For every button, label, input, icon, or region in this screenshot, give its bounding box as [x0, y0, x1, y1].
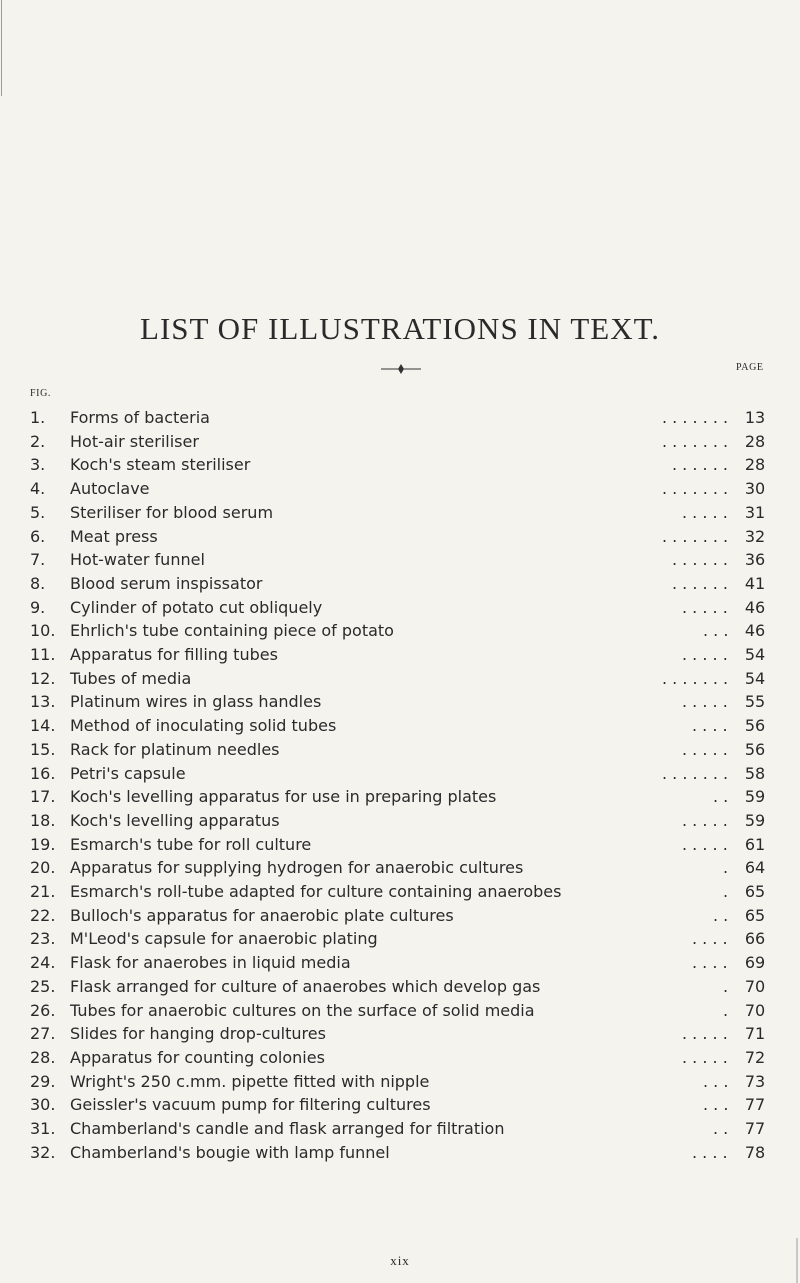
figure-number: 11. — [30, 645, 56, 664]
page-number: 71 — [744, 1024, 766, 1044]
toc-entry — [0, 501, 800, 525]
toc-entry — [0, 999, 800, 1023]
figure-number: 7. — [30, 550, 46, 570]
leader-dots: . . . . . . — [672, 550, 728, 570]
toc-entry — [0, 1022, 800, 1046]
leader-dots: . . . . . . . — [662, 763, 729, 783]
figure-number: 24. — [30, 953, 56, 973]
figure-caption: Chamberland's candle and flask arranged for filtration — [70, 1119, 505, 1138]
toc-entry — [0, 880, 800, 904]
leader-dots: . . — [713, 905, 729, 925]
leader-dots: . . . . — [692, 929, 728, 949]
toc-entry — [0, 738, 800, 762]
page-number: 54 — [744, 645, 766, 664]
figure-number: 9. — [30, 597, 46, 617]
page-column-heading: PAGE — [736, 362, 764, 373]
figure-number: 32. — [30, 1142, 56, 1162]
toc-entry — [0, 856, 800, 880]
page-number: 46 — [744, 621, 766, 641]
leader-dots: . . . . . — [682, 1024, 728, 1044]
toc-entry — [0, 1141, 800, 1165]
toc-entry — [0, 596, 800, 620]
page-number: 28 — [744, 431, 766, 451]
figure-number: 22. — [30, 905, 56, 925]
page-number: 72 — [744, 1047, 766, 1067]
page-number: 55 — [744, 692, 766, 712]
page-number: 56 — [744, 739, 766, 759]
figure-number: 18. — [30, 810, 56, 830]
page-number: 70 — [744, 976, 766, 996]
fig-column-heading: FIG. — [30, 388, 52, 399]
leader-dots: . — [723, 1000, 729, 1020]
figure-caption: Esmarch's roll-tube adapted for culture containing anaerobes — [70, 882, 562, 901]
page-number: 77 — [744, 1119, 766, 1138]
page-number: 59 — [744, 787, 766, 807]
figure-caption: Platinum wires in glass handles — [70, 692, 322, 712]
figure-number: 25. — [30, 976, 56, 996]
leader-dots: . . — [713, 787, 729, 807]
figure-caption: Cylinder of potato cut obliquely — [70, 597, 323, 617]
page-number: 54 — [744, 668, 766, 688]
figure-number: 4. — [30, 479, 46, 499]
toc-entry — [0, 1046, 800, 1070]
figure-number: 15. — [30, 739, 56, 759]
toc-entry — [0, 1117, 800, 1141]
toc-entry — [0, 1070, 800, 1094]
leader-dots: . . . . . . — [672, 573, 728, 593]
toc-entry — [0, 430, 800, 454]
figure-number: 28. — [30, 1047, 56, 1067]
leader-dots: . — [723, 976, 729, 996]
page-number: 13 — [744, 408, 766, 427]
figure-caption: Method of inoculating solid tubes — [70, 716, 337, 736]
toc-entry — [0, 667, 800, 691]
figure-number: 30. — [30, 1095, 56, 1115]
figure-caption: Rack for platinum needles — [70, 739, 280, 759]
figure-caption: Tubes for anaerobic cultures on the surface of solid media — [70, 1000, 535, 1020]
figure-caption: Koch's levelling apparatus — [70, 810, 280, 830]
page-number: 61 — [744, 834, 766, 854]
figure-number: 16. — [30, 763, 56, 783]
page-number: 69 — [744, 953, 766, 973]
page-number: 30 — [744, 479, 766, 499]
figure-number: 21. — [30, 882, 56, 901]
toc-entry — [0, 525, 800, 549]
figure-caption: Wright's 250 c.mm. pipette fitted with nipple — [70, 1071, 430, 1091]
leader-dots: . — [723, 882, 729, 901]
toc-entry — [0, 927, 800, 951]
figure-caption: Forms of bacteria — [70, 408, 210, 427]
figure-caption: Hot-water funnel — [70, 550, 205, 570]
figure-caption: Slides for hanging drop-cultures — [70, 1024, 326, 1044]
page-number: 66 — [744, 929, 766, 949]
figure-caption: Hot-air steriliser — [70, 431, 199, 451]
figure-caption: Bulloch's apparatus for anaerobic plate cultures — [70, 905, 454, 925]
leader-dots: . . . . . — [682, 645, 728, 664]
leader-dots: . . . . . — [682, 692, 728, 712]
page-number: 32 — [744, 526, 766, 546]
page-number: 64 — [744, 858, 766, 878]
leader-dots: . . . . . . — [672, 455, 728, 475]
page-number: 56 — [744, 716, 766, 736]
leader-dots: . . . . . . . — [662, 479, 729, 499]
figure-number: 12. — [30, 668, 56, 688]
leader-dots: . . . . . — [682, 502, 728, 522]
page-number: 28 — [744, 455, 766, 475]
leader-dots: . . . . . — [682, 834, 728, 854]
figure-number: 19. — [30, 834, 56, 854]
figure-number: 3. — [30, 455, 46, 475]
toc-entry — [0, 619, 800, 643]
figure-number: 27. — [30, 1024, 56, 1044]
toc-entry — [0, 643, 800, 667]
page-number: 31 — [744, 502, 766, 522]
ornament-rule — [381, 363, 421, 375]
figure-number: 14. — [30, 716, 56, 736]
leader-dots: . . . . . . . — [662, 526, 729, 546]
toc-entry — [0, 477, 800, 501]
leader-dots: . — [723, 858, 729, 878]
figure-caption: Koch's steam steriliser — [70, 455, 251, 475]
leader-dots: . . . . . — [682, 810, 728, 830]
toc-entry — [0, 951, 800, 975]
leader-dots: . . . — [703, 1095, 729, 1115]
toc-entry — [0, 548, 800, 572]
figure-caption: Chamberland's bougie with lamp funnel — [70, 1142, 390, 1162]
leader-dots: . . . . . . . — [662, 408, 729, 427]
page-number: 73 — [744, 1071, 766, 1091]
toc-entry — [0, 572, 800, 596]
figure-number: 26. — [30, 1000, 56, 1020]
figure-caption: M'Leod's capsule for anaerobic plating — [70, 929, 378, 949]
figure-number: 2. — [30, 431, 46, 451]
figure-number: 6. — [30, 526, 46, 546]
figure-caption: Flask for anaerobes in liquid media — [70, 953, 351, 973]
figure-caption: Meat press — [70, 526, 158, 546]
page-number: 65 — [744, 882, 766, 901]
figure-number: 10. — [30, 621, 56, 641]
toc-entry — [0, 406, 800, 430]
toc-entry — [0, 1093, 800, 1117]
page-number: 41 — [744, 573, 766, 593]
toc-entry — [0, 809, 800, 833]
page-number: 65 — [744, 905, 766, 925]
toc-entry — [0, 762, 800, 786]
leader-dots: . . . . . — [682, 1047, 728, 1067]
figure-number: 1. — [30, 408, 46, 427]
figure-caption: Koch's levelling apparatus for use in preparing plates — [70, 787, 497, 807]
figure-caption: Steriliser for blood serum — [70, 502, 274, 522]
figure-number: 29. — [30, 1071, 56, 1091]
figure-caption: Autoclave — [70, 479, 150, 499]
page-edge-line — [1, 0, 2, 96]
figure-caption: Blood serum inspissator — [70, 573, 263, 593]
figure-number: 8. — [30, 573, 46, 593]
page-number: 58 — [744, 763, 766, 783]
leader-dots: . . . — [703, 621, 729, 641]
toc-entry — [0, 904, 800, 928]
leader-dots: . . — [713, 1119, 729, 1138]
page-number: 36 — [744, 550, 766, 570]
toc-entry — [0, 714, 800, 738]
toc-entry — [0, 833, 800, 857]
figure-caption: Petri's capsule — [70, 763, 186, 783]
figure-number: 31. — [30, 1119, 56, 1138]
figure-number: 20. — [30, 858, 56, 878]
figure-caption: Apparatus for supplying hydrogen for anaerobic cultures — [70, 858, 524, 878]
leader-dots: . . . . . . . — [662, 668, 729, 688]
figure-number: 5. — [30, 502, 46, 522]
page-folio: xix — [390, 1253, 410, 1268]
leader-dots: . . . — [703, 1071, 729, 1091]
leader-dots: . . . . . . . — [662, 431, 729, 451]
figure-caption: Apparatus for filling tubes — [70, 645, 278, 664]
figure-number: 23. — [30, 929, 56, 949]
figure-caption: Flask arranged for culture of anaerobes which develop gas — [70, 976, 541, 996]
page-number: 77 — [744, 1095, 766, 1115]
figure-caption: Geissler's vacuum pump for filtering cultures — [70, 1095, 431, 1115]
page-title: LIST OF ILLUSTRATIONS IN TEXT. — [140, 311, 660, 346]
leader-dots: . . . . — [692, 1142, 728, 1162]
leader-dots: . . . . . — [682, 739, 728, 759]
page-number: 78 — [744, 1142, 766, 1162]
leader-dots: . . . . — [692, 716, 728, 736]
leader-dots: . . . . — [692, 953, 728, 973]
toc-entry — [0, 785, 800, 809]
figure-caption: Apparatus for counting colonies — [70, 1047, 325, 1067]
page-number: 70 — [744, 1000, 766, 1020]
figure-caption: Esmarch's tube for roll culture — [70, 834, 312, 854]
toc-entry — [0, 690, 800, 714]
page-number: 59 — [744, 810, 766, 830]
figure-caption: Ehrlich's tube containing piece of potato — [70, 621, 394, 641]
page-number: 46 — [744, 597, 766, 617]
toc-entry — [0, 453, 800, 477]
figure-number: 17. — [30, 787, 56, 807]
leader-dots: . . . . . — [682, 597, 728, 617]
toc-entry — [0, 975, 800, 999]
figure-number: 13. — [30, 692, 56, 712]
figure-caption: Tubes of media — [70, 668, 192, 688]
